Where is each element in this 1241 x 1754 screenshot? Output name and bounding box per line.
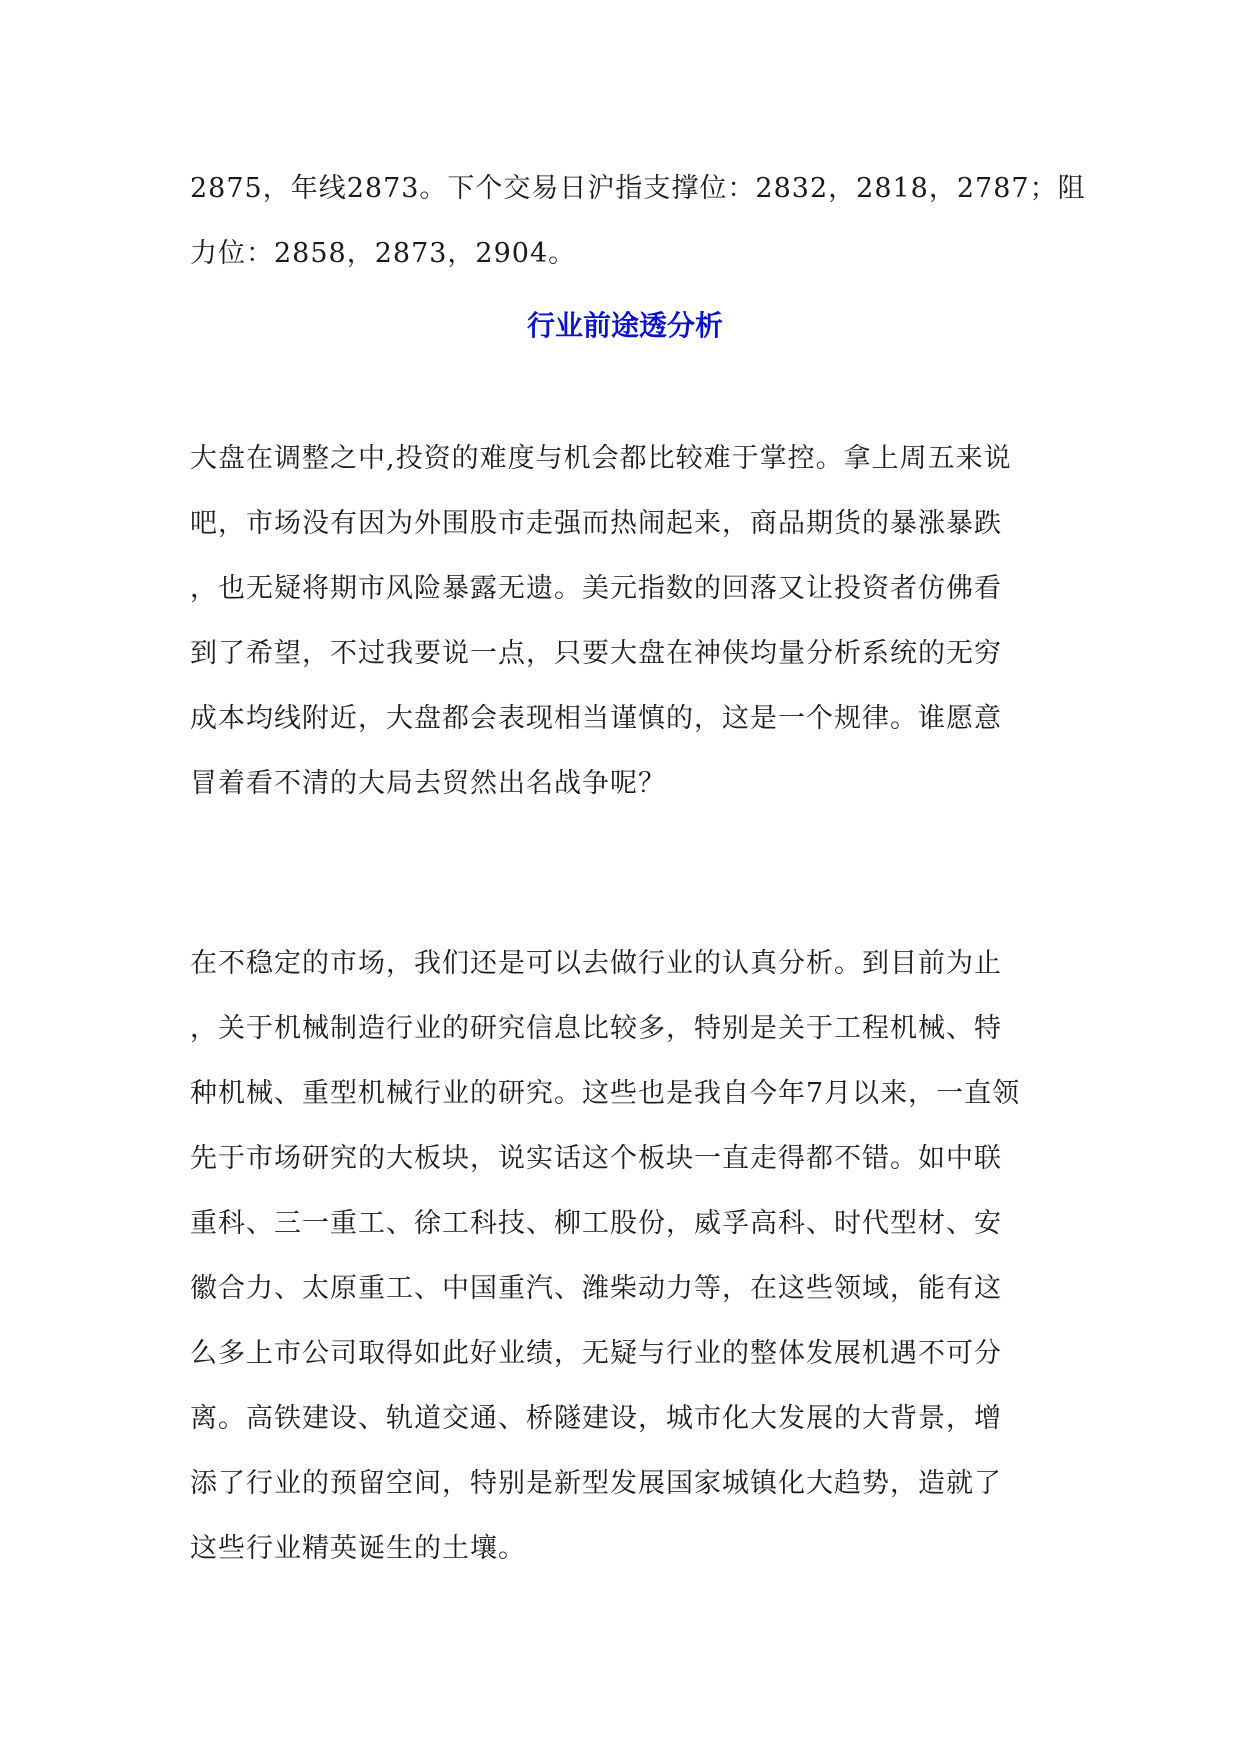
paragraph-line: 种机械、重型机械行业的研究。这些也是我自今年7月以来，一直领 xyxy=(190,1078,1021,1109)
paragraph-line: 成本均线附近，大盘都会表现相当谨慎的，这是一个规律。谁愿意 xyxy=(190,703,1002,734)
intro-paragraph xyxy=(190,156,1086,286)
paragraph-line: 力位：2858，2873，2904。 xyxy=(190,238,577,269)
section-heading: 行业前途透分析 xyxy=(526,309,723,342)
paragraph-line: 到了希望，不过我要说一点，只要大盘在神侠均量分析系统的无穷 xyxy=(190,638,1002,669)
paragraph-line: 先于市场研究的大板块，说实话这个板块一直走得都不错。如中联 xyxy=(190,1143,1002,1174)
paragraph-line: 在不稳定的市场，我们还是可以去做行业的认真分析。到目前为止 xyxy=(190,948,1002,979)
paragraph-line: 大盘在调整之中,投资的难度与机会都比较难于掌控。拿上周五来说 xyxy=(190,443,1012,474)
paragraph-line: 吧，市场没有因为外围股市走强而热闹起来，商品期货的暴涨暴跌 xyxy=(190,508,1002,539)
paragraph-line: 重科、三一重工、徐工科技、柳工股份，威孚高科、时代型材、安 xyxy=(190,1208,1002,1239)
paragraph-line: 2875，年线2873。下个交易日沪指支撑位：2832，2818，2787；阻 xyxy=(190,173,1086,204)
paragraph-line: ，关于机械制造行业的研究信息比较多，特别是关于工程机械、特 xyxy=(190,1013,1002,1044)
paragraph-line: ，也无疑将期市风险暴露无遗。美元指数的回落又让投资者仿佛看 xyxy=(190,573,1002,604)
paragraph-line: 添了行业的预留空间，特别是新型发展国家城镇化大趋势，造就了 xyxy=(190,1468,1002,1499)
paragraph-industry-analysis xyxy=(190,931,1060,1581)
paragraph-market-adjustment xyxy=(190,426,1060,816)
paragraph-line: 么多上市公司取得如此好业绩，无疑与行业的整体发展机遇不可分 xyxy=(190,1338,1002,1369)
paragraph-line: 离。高铁建设、轨道交通、桥隧建设，城市化大发展的大背景，增 xyxy=(190,1403,1002,1434)
paragraph-line: 这些行业精英诞生的土壤。 xyxy=(190,1533,526,1564)
paragraph-line: 徽合力、太原重工、中国重汽、潍柴动力等，在这些领域，能有这 xyxy=(190,1273,1002,1304)
paragraph-gap xyxy=(190,816,1060,931)
paragraph-line: 冒着看不清的大局去贸然出名战争呢？ xyxy=(190,768,666,799)
document-body xyxy=(190,156,1086,1581)
